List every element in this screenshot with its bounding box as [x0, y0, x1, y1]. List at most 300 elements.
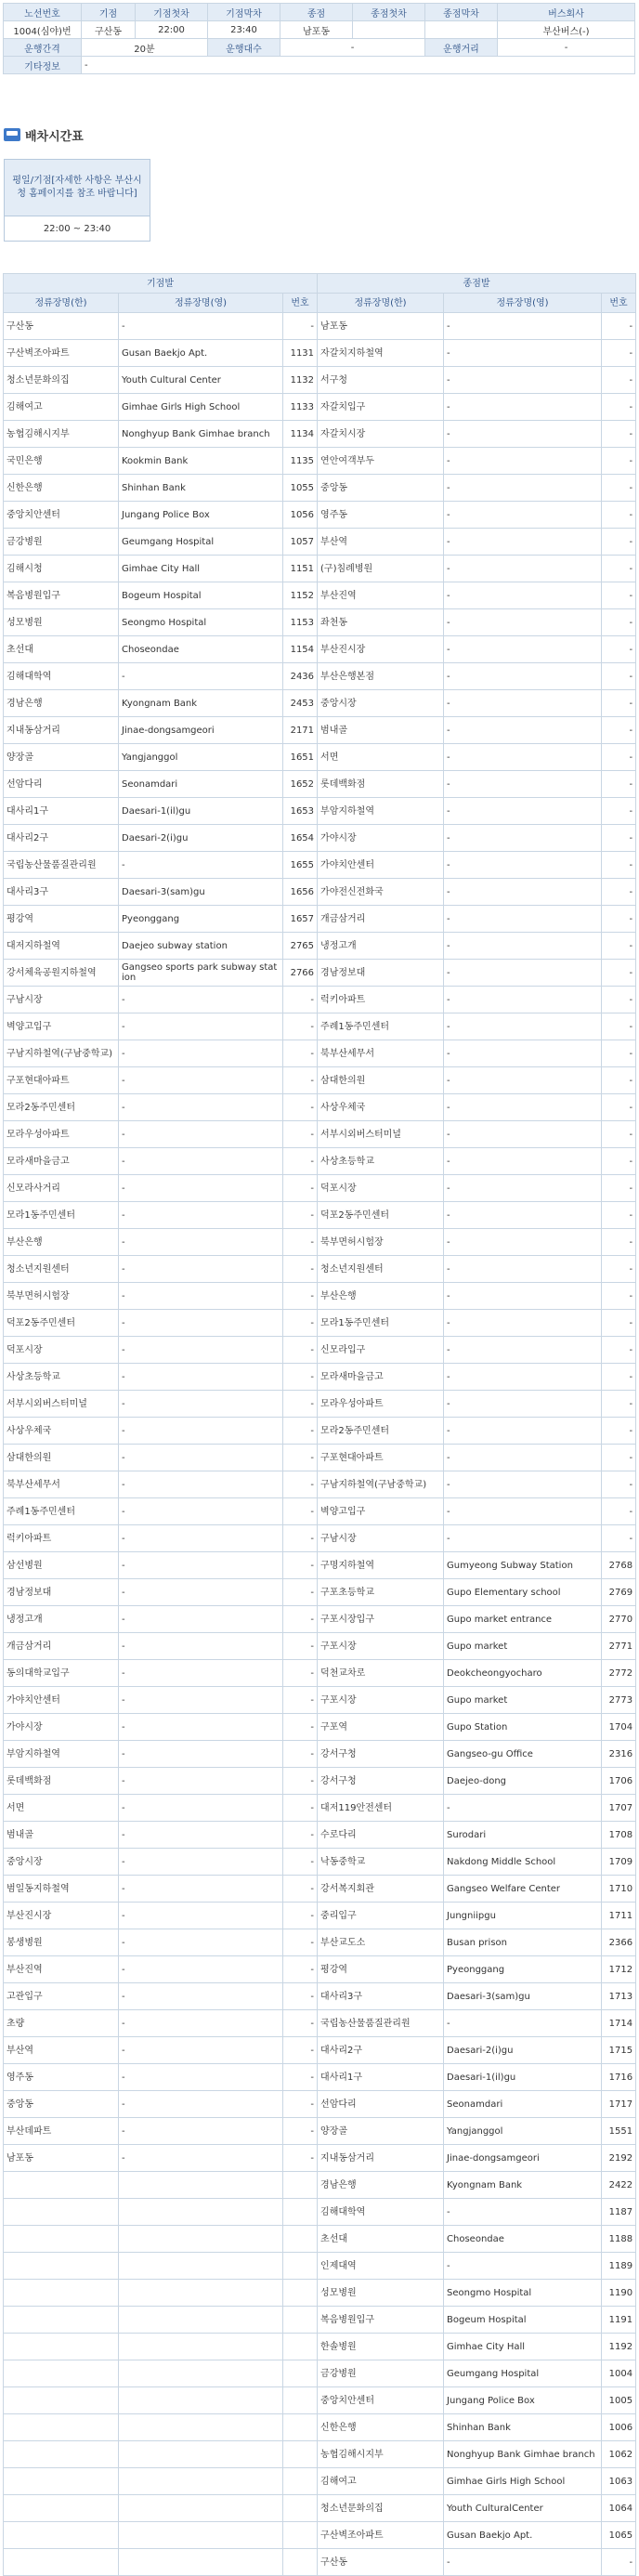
table-row — [4, 1148, 636, 1175]
right-stop-name-eng: Jungniipgu — [444, 1903, 602, 1929]
left-stop-name-eng: - — [119, 313, 283, 340]
table-row — [4, 1202, 636, 1229]
right-stop-number: - — [602, 2549, 636, 2576]
left-stop-number: - — [283, 1822, 318, 1849]
left-stop-name-eng: Kyongnam Bank — [119, 690, 283, 717]
right-stop-number: - — [602, 1067, 636, 1094]
right-stop-name-eng: - — [444, 1795, 602, 1822]
end-stop: 남포동 — [280, 21, 353, 39]
table-row — [4, 2468, 636, 2495]
right-stop-number: 2773 — [602, 1687, 636, 1714]
table-row — [4, 2495, 636, 2522]
right-stop-name-kor: 자갈치지하철역 — [318, 340, 444, 367]
right-stop-number: - — [602, 1391, 636, 1418]
table-row — [4, 1364, 636, 1391]
right-stop-name-kor: 사상우체국 — [318, 1094, 444, 1121]
left-stop-name-kor: 사상우체국 — [4, 1418, 119, 1445]
left-stop-name-eng: - — [119, 1229, 283, 1256]
left-stop-name-kor: 구산벽조아파트 — [4, 340, 119, 367]
table-row — [4, 1040, 636, 1067]
right-stop-name-eng: - — [444, 475, 602, 502]
left-stop-name-kor: 남포동 — [4, 2145, 119, 2172]
right-stop-number: - — [602, 367, 636, 394]
table-row — [4, 1795, 636, 1822]
left-stop-name-eng — [119, 2253, 283, 2280]
direction-header-row — [4, 274, 636, 294]
right-stop-name-eng: Youth CulturalCenter — [444, 2495, 602, 2522]
left-stop-number: - — [283, 1579, 318, 1606]
left-stop-name-kor: 롯데백화점 — [4, 1768, 119, 1795]
left-stop-name-kor: 부산진역 — [4, 1956, 119, 1983]
right-stop-number: 1065 — [602, 2522, 636, 2549]
left-stop-number — [283, 2495, 318, 2522]
left-stop-number: - — [283, 1714, 318, 1741]
etc-label: 기타정보 — [4, 57, 82, 74]
table-row — [4, 394, 636, 421]
right-stop-number: - — [602, 529, 636, 556]
left-stop-name-eng: - — [119, 663, 283, 690]
right-stop-name-eng: - — [444, 1175, 602, 1202]
table-row — [4, 2549, 636, 2576]
right-stop-name-eng: - — [444, 582, 602, 609]
right-stop-name-kor: 럭키아파트 — [318, 987, 444, 1013]
left-stop-name-kor: 봉생병원 — [4, 1929, 119, 1956]
left-stop-number — [283, 2334, 318, 2360]
left-stop-number: 2766 — [283, 960, 318, 987]
right-stop-name-eng: - — [444, 1391, 602, 1418]
left-stop-number: 1153 — [283, 609, 318, 636]
left-stop-name-eng — [119, 2522, 283, 2549]
left-stop-number: 1154 — [283, 636, 318, 663]
left-stop-name-kor: 구남시장 — [4, 987, 119, 1013]
header-end: 종점 — [280, 4, 353, 21]
left-stop-number: 1134 — [283, 421, 318, 448]
right-stop-name-kor: 가야전신전화국 — [318, 879, 444, 906]
left-stop-name-eng: - — [119, 1606, 283, 1633]
right-stop-number: - — [602, 1471, 636, 1498]
right-stop-number: - — [602, 556, 636, 582]
left-stop-name-eng — [119, 2226, 283, 2253]
left-stop-name-eng: - — [119, 1983, 283, 2010]
left-stop-name-kor: 평강역 — [4, 906, 119, 933]
left-stop-name-eng — [119, 2199, 283, 2226]
left-stop-number: - — [283, 1175, 318, 1202]
right-stop-name-eng: Gumyeong Subway Station — [444, 1552, 602, 1579]
table-row — [4, 2118, 636, 2145]
right-stop-number: - — [602, 1337, 636, 1364]
left-stop-number: - — [283, 2118, 318, 2145]
left-stop-name-eng: - — [119, 1202, 283, 1229]
left-stop-name-eng: Nonghyup Bank Gimhae branch — [119, 421, 283, 448]
right-stop-name-kor: 신한은행 — [318, 2414, 444, 2441]
right-stop-name-eng: Jinae-dongsamgeori — [444, 2145, 602, 2172]
start-stop: 구산동 — [82, 21, 136, 39]
right-stop-number: - — [602, 825, 636, 852]
right-stop-number: - — [602, 1445, 636, 1471]
right-stop-name-kor: 구포시장 — [318, 1633, 444, 1660]
table-row — [4, 2522, 636, 2549]
right-stop-number: - — [602, 1256, 636, 1283]
right-stop-name-eng: Gupo Station — [444, 1714, 602, 1741]
right-stop-name-kor: 강서복지회관 — [318, 1876, 444, 1903]
right-stop-name-kor: (구)침례병원 — [318, 556, 444, 582]
left-stop-name-eng: - — [119, 1283, 283, 1310]
left-stop-name-kor: 부암지하철역 — [4, 1741, 119, 1768]
left-stop-name-kor: 서부시외버스터미널 — [4, 1391, 119, 1418]
right-stop-number: - — [602, 582, 636, 609]
table-row — [4, 2037, 636, 2064]
right-stop-name-kor: 부산진시장 — [318, 636, 444, 663]
left-stop-name-eng: - — [119, 1633, 283, 1660]
left-stop-number: 1656 — [283, 879, 318, 906]
left-stop-number — [283, 2387, 318, 2414]
table-row — [4, 1013, 636, 1040]
left-stop-name-eng: Daesari-2(i)gu — [119, 825, 283, 852]
left-stop-number — [283, 2549, 318, 2576]
left-stop-name-eng: Gusan Baekjo Apt. — [119, 340, 283, 367]
left-stop-name-eng: Daesari-1(il)gu — [119, 798, 283, 825]
right-stop-number: 2422 — [602, 2172, 636, 2199]
right-stop-name-kor: 덕포시장 — [318, 1175, 444, 1202]
left-stop-number: 1133 — [283, 394, 318, 421]
timetable — [4, 159, 150, 242]
left-stop-name-kor — [4, 2468, 119, 2495]
right-stop-number: - — [602, 1498, 636, 1525]
right-stop-name-eng: - — [444, 960, 602, 987]
left-stop-name-kor: 범내골 — [4, 1822, 119, 1849]
left-stop-name-eng: - — [119, 1148, 283, 1175]
left-stop-number — [283, 2307, 318, 2334]
left-stop-name-eng: - — [119, 1067, 283, 1094]
left-stop-number: 1152 — [283, 582, 318, 609]
left-stop-name-kor: 김해시청 — [4, 556, 119, 582]
left-stop-name-kor: 대사리3구 — [4, 879, 119, 906]
left-stop-number: - — [283, 1337, 318, 1364]
table-row — [4, 1633, 636, 1660]
right-stop-number: - — [602, 313, 636, 340]
left-stop-number: - — [283, 1471, 318, 1498]
left-stop-name-kor: 구남지하철역(구남중학교) — [4, 1040, 119, 1067]
right-stop-number: - — [602, 1121, 636, 1148]
table-row — [4, 1525, 636, 1552]
left-stop-name-kor: 삼대한의원 — [4, 1445, 119, 1471]
left-stop-number: - — [283, 1795, 318, 1822]
left-stop-number: 1657 — [283, 906, 318, 933]
right-stop-number: - — [602, 798, 636, 825]
right-stop-name-kor: 모라1동주민센터 — [318, 1310, 444, 1337]
right-stop-number: 1709 — [602, 1849, 636, 1876]
right-stop-number: - — [602, 690, 636, 717]
table-row — [4, 2010, 636, 2037]
left-stop-name-eng: - — [119, 2145, 283, 2172]
right-stop-number: - — [602, 933, 636, 960]
right-stop-name-kor: 북부면허시험장 — [318, 1229, 444, 1256]
table-row — [4, 1418, 636, 1445]
table-row — [4, 502, 636, 529]
left-stop-number: - — [283, 987, 318, 1013]
right-stop-name-eng: - — [444, 1471, 602, 1498]
left-stop-name-eng: - — [119, 1525, 283, 1552]
left-stop-number: 1131 — [283, 340, 318, 367]
left-stop-number: 1135 — [283, 448, 318, 475]
right-stop-name-eng: - — [444, 1013, 602, 1040]
right-stop-number: - — [602, 771, 636, 798]
left-stop-name-eng: - — [119, 1498, 283, 1525]
left-stop-name-kor: 국민은행 — [4, 448, 119, 475]
right-stop-number: 2366 — [602, 1929, 636, 1956]
right-stop-number: 2770 — [602, 1606, 636, 1633]
distance-value: - — [498, 39, 635, 57]
header-start: 기점 — [82, 4, 136, 21]
left-stop-name-kor: 대사리1구 — [4, 798, 119, 825]
right-stop-name-eng: - — [444, 1067, 602, 1094]
table-row — [4, 2226, 636, 2253]
left-stop-name-eng — [119, 2441, 283, 2468]
left-stop-name-kor: 벽양고입구 — [4, 1013, 119, 1040]
route-info-row2 — [4, 39, 635, 57]
right-stop-name-eng: - — [444, 1121, 602, 1148]
left-stop-name-eng: Gimhae Girls High School — [119, 394, 283, 421]
left-stop-name-kor — [4, 2172, 119, 2199]
left-stop-name-eng: - — [119, 1795, 283, 1822]
right-stop-name-kor: 신모라입구 — [318, 1337, 444, 1364]
right-stop-name-eng: - — [444, 825, 602, 852]
right-stop-name-kor: 서면 — [318, 744, 444, 771]
right-stop-name-kor: 중리입구 — [318, 1903, 444, 1929]
left-stop-name-eng: Kookmin Bank — [119, 448, 283, 475]
left-stop-number: 2453 — [283, 690, 318, 717]
left-stop-name-eng: - — [119, 1040, 283, 1067]
table-row — [4, 1929, 636, 1956]
left-stop-number: - — [283, 1498, 318, 1525]
right-stop-name-eng: - — [444, 2549, 602, 2576]
right-stop-number: 1064 — [602, 2495, 636, 2522]
left-stop-name-kor: 중앙동 — [4, 2091, 119, 2118]
left-stop-name-eng: Geumgang Hospital — [119, 529, 283, 556]
table-row — [4, 1552, 636, 1579]
left-stop-number: - — [283, 1148, 318, 1175]
table-row — [4, 529, 636, 556]
timetable-header: 평일/기점[자세한 사항은 부산시청 홈페이지를 참조 바랍니다] — [5, 160, 150, 216]
table-row — [4, 2360, 636, 2387]
right-stop-number: 1704 — [602, 1714, 636, 1741]
table-row — [4, 2253, 636, 2280]
right-stop-number: 1192 — [602, 2334, 636, 2360]
left-stop-name-eng: Seongmo Hospital — [119, 609, 283, 636]
left-stop-number — [283, 2468, 318, 2495]
right-stop-name-eng: - — [444, 987, 602, 1013]
right-stop-number: - — [602, 1364, 636, 1391]
right-stop-name-kor: 초선대 — [318, 2226, 444, 2253]
left-stop-name-eng: - — [119, 1903, 283, 1929]
right-stop-name-eng: Surodari — [444, 1822, 602, 1849]
left-stop-name-eng: - — [119, 1687, 283, 1714]
table-row — [4, 340, 636, 367]
left-stop-number: - — [283, 2064, 318, 2091]
right-stop-name-kor: 김해대학역 — [318, 2199, 444, 2226]
right-stop-name-kor: 낙동중학교 — [318, 1849, 444, 1876]
left-stop-name-eng: - — [119, 2118, 283, 2145]
right-stop-name-kor: 모라2동주민센터 — [318, 1418, 444, 1445]
left-stop-number: 2765 — [283, 933, 318, 960]
right-stop-number: 2772 — [602, 1660, 636, 1687]
right-stop-name-eng: - — [444, 1445, 602, 1471]
left-stop-name-eng: Seonamdari — [119, 771, 283, 798]
left-stop-name-kor: 개금삼거리 — [4, 1633, 119, 1660]
header-start-first: 기점첫차 — [136, 4, 208, 21]
right-stop-name-kor: 가야시장 — [318, 825, 444, 852]
right-stop-number: - — [602, 1040, 636, 1067]
end-first-time — [353, 21, 425, 39]
left-stop-number: - — [283, 1418, 318, 1445]
start-direction-label: 기점발 — [4, 274, 318, 294]
right-stop-name-eng: - — [444, 663, 602, 690]
left-stop-name-kor — [4, 2226, 119, 2253]
left-stop-name-kor: 금강병원 — [4, 529, 119, 556]
left-stop-number — [283, 2172, 318, 2199]
left-stop-number — [283, 2360, 318, 2387]
right-stop-name-eng: - — [444, 529, 602, 556]
right-stop-number: 1716 — [602, 2064, 636, 2091]
right-stop-number: - — [602, 1202, 636, 1229]
right-stop-name-kor: 청소년지원센터 — [318, 1256, 444, 1283]
right-stop-name-eng: - — [444, 852, 602, 879]
table-row — [4, 1822, 636, 1849]
bus-icon — [4, 128, 20, 141]
right-stop-number: 2769 — [602, 1579, 636, 1606]
left-stop-name-eng: Bogeum Hospital — [119, 582, 283, 609]
interval-value: 20분 — [82, 39, 208, 57]
interval-label: 운행간격 — [4, 39, 82, 57]
left-stop-number: 1055 — [283, 475, 318, 502]
table-row — [4, 421, 636, 448]
end-direction-label: 종점발 — [318, 274, 636, 294]
left-stop-name-eng: - — [119, 1121, 283, 1148]
right-stop-number: - — [602, 879, 636, 906]
right-stop-number: - — [602, 852, 636, 879]
route-info-table — [3, 3, 635, 74]
left-stop-name-kor: 사상초등학교 — [4, 1364, 119, 1391]
left-stop-name-kor: 가야시장 — [4, 1714, 119, 1741]
right-stop-name-eng: Nonghyup Bank Gimhae branch — [444, 2441, 602, 2468]
left-stop-name-kor: 부산은행 — [4, 1229, 119, 1256]
left-stop-number: 1056 — [283, 502, 318, 529]
right-stop-name-kor: 사상초등학교 — [318, 1148, 444, 1175]
right-stop-name-eng: Gusan Baekjo Apt. — [444, 2522, 602, 2549]
left-stop-name-eng: - — [119, 1364, 283, 1391]
table-row — [4, 1391, 636, 1418]
table-row — [4, 1768, 636, 1795]
left-stop-name-eng — [119, 2549, 283, 2576]
right-stop-name-eng: Shinhan Bank — [444, 2414, 602, 2441]
left-stop-name-kor: 경남은행 — [4, 690, 119, 717]
left-stop-number — [283, 2414, 318, 2441]
left-stop-name-kor — [4, 2307, 119, 2334]
right-stop-number: 1708 — [602, 1822, 636, 1849]
table-row — [4, 1229, 636, 1256]
col-no-right: 번호 — [602, 294, 636, 313]
left-stop-name-kor: 김해대학역 — [4, 663, 119, 690]
right-stop-number: 1190 — [602, 2280, 636, 2307]
right-stop-name-eng: - — [444, 609, 602, 636]
left-stop-name-kor: 모라2동주민센터 — [4, 1094, 119, 1121]
col-eng-right: 정류장명(영) — [444, 294, 602, 313]
right-stop-name-kor: 자갈치시장 — [318, 421, 444, 448]
route-info-row3 — [4, 57, 635, 74]
right-stop-number: 1063 — [602, 2468, 636, 2495]
left-stop-number: - — [283, 1310, 318, 1337]
left-stop-name-kor: 북부산세무서 — [4, 1471, 119, 1498]
right-stop-number: 1005 — [602, 2387, 636, 2414]
right-stop-number: 1004 — [602, 2360, 636, 2387]
left-stop-name-eng: Yangjanggol — [119, 744, 283, 771]
right-stop-number: - — [602, 1148, 636, 1175]
right-stop-number: - — [602, 636, 636, 663]
right-stop-name-kor: 구산동 — [318, 2549, 444, 2576]
right-stop-name-eng: Daesari-2(i)gu — [444, 2037, 602, 2064]
left-stop-number: - — [283, 1283, 318, 1310]
right-stop-number: - — [602, 1094, 636, 1121]
right-stop-number: 1006 — [602, 2414, 636, 2441]
table-row — [4, 1983, 636, 2010]
left-stop-name-eng — [119, 2387, 283, 2414]
left-stop-name-eng: - — [119, 1822, 283, 1849]
left-stop-number: - — [283, 1094, 318, 1121]
right-stop-number: 1187 — [602, 2199, 636, 2226]
right-stop-name-kor: 주례1동주민센터 — [318, 1013, 444, 1040]
right-stop-name-kor: 구포시장입구 — [318, 1606, 444, 1633]
right-stop-name-kor: 한솔병원 — [318, 2334, 444, 2360]
right-stop-name-eng: Gupo Elementary school — [444, 1579, 602, 1606]
left-stop-name-kor: 국립농산물품질관리원 — [4, 852, 119, 879]
table-row — [4, 987, 636, 1013]
right-stop-name-kor: 중앙치안센터 — [318, 2387, 444, 2414]
table-row — [4, 367, 636, 394]
left-stop-name-eng: - — [119, 1094, 283, 1121]
right-stop-name-kor: 인제대역 — [318, 2253, 444, 2280]
table-row — [4, 1714, 636, 1741]
table-row — [4, 2441, 636, 2468]
right-stop-name-eng: - — [444, 2199, 602, 2226]
right-stop-name-kor: 경남정보대 — [318, 960, 444, 987]
right-stop-name-kor: 모라새마을금고 — [318, 1364, 444, 1391]
left-stop-name-eng: - — [119, 1849, 283, 1876]
right-stop-name-kor: 양장골 — [318, 2118, 444, 2145]
right-stop-name-kor: 구남시장 — [318, 1525, 444, 1552]
distance-label: 운행거리 — [425, 39, 498, 57]
left-stop-name-kor — [4, 2199, 119, 2226]
right-stop-name-kor: 부산은행 — [318, 1283, 444, 1310]
table-row — [4, 1606, 636, 1633]
left-stop-name-kor: 신모라사거리 — [4, 1175, 119, 1202]
right-stop-name-eng: Geumgang Hospital — [444, 2360, 602, 2387]
left-stop-name-eng: - — [119, 2064, 283, 2091]
right-stop-name-eng: Daejeo-dong — [444, 1768, 602, 1795]
left-stop-number: - — [283, 2037, 318, 2064]
left-stop-name-eng: - — [119, 1471, 283, 1498]
route-no: 1004(심야)번 — [4, 21, 82, 39]
section-header — [4, 126, 84, 143]
table-row — [4, 2145, 636, 2172]
left-stop-number: - — [283, 1983, 318, 2010]
right-stop-number: 1189 — [602, 2253, 636, 2280]
right-stop-name-kor: 남포동 — [318, 313, 444, 340]
right-stop-name-kor: 구명지하철역 — [318, 1552, 444, 1579]
right-stop-name-kor: 대사리1구 — [318, 2064, 444, 2091]
right-stop-name-eng: - — [444, 1498, 602, 1525]
table-row — [4, 2414, 636, 2441]
right-stop-name-kor: 부암지하철역 — [318, 798, 444, 825]
